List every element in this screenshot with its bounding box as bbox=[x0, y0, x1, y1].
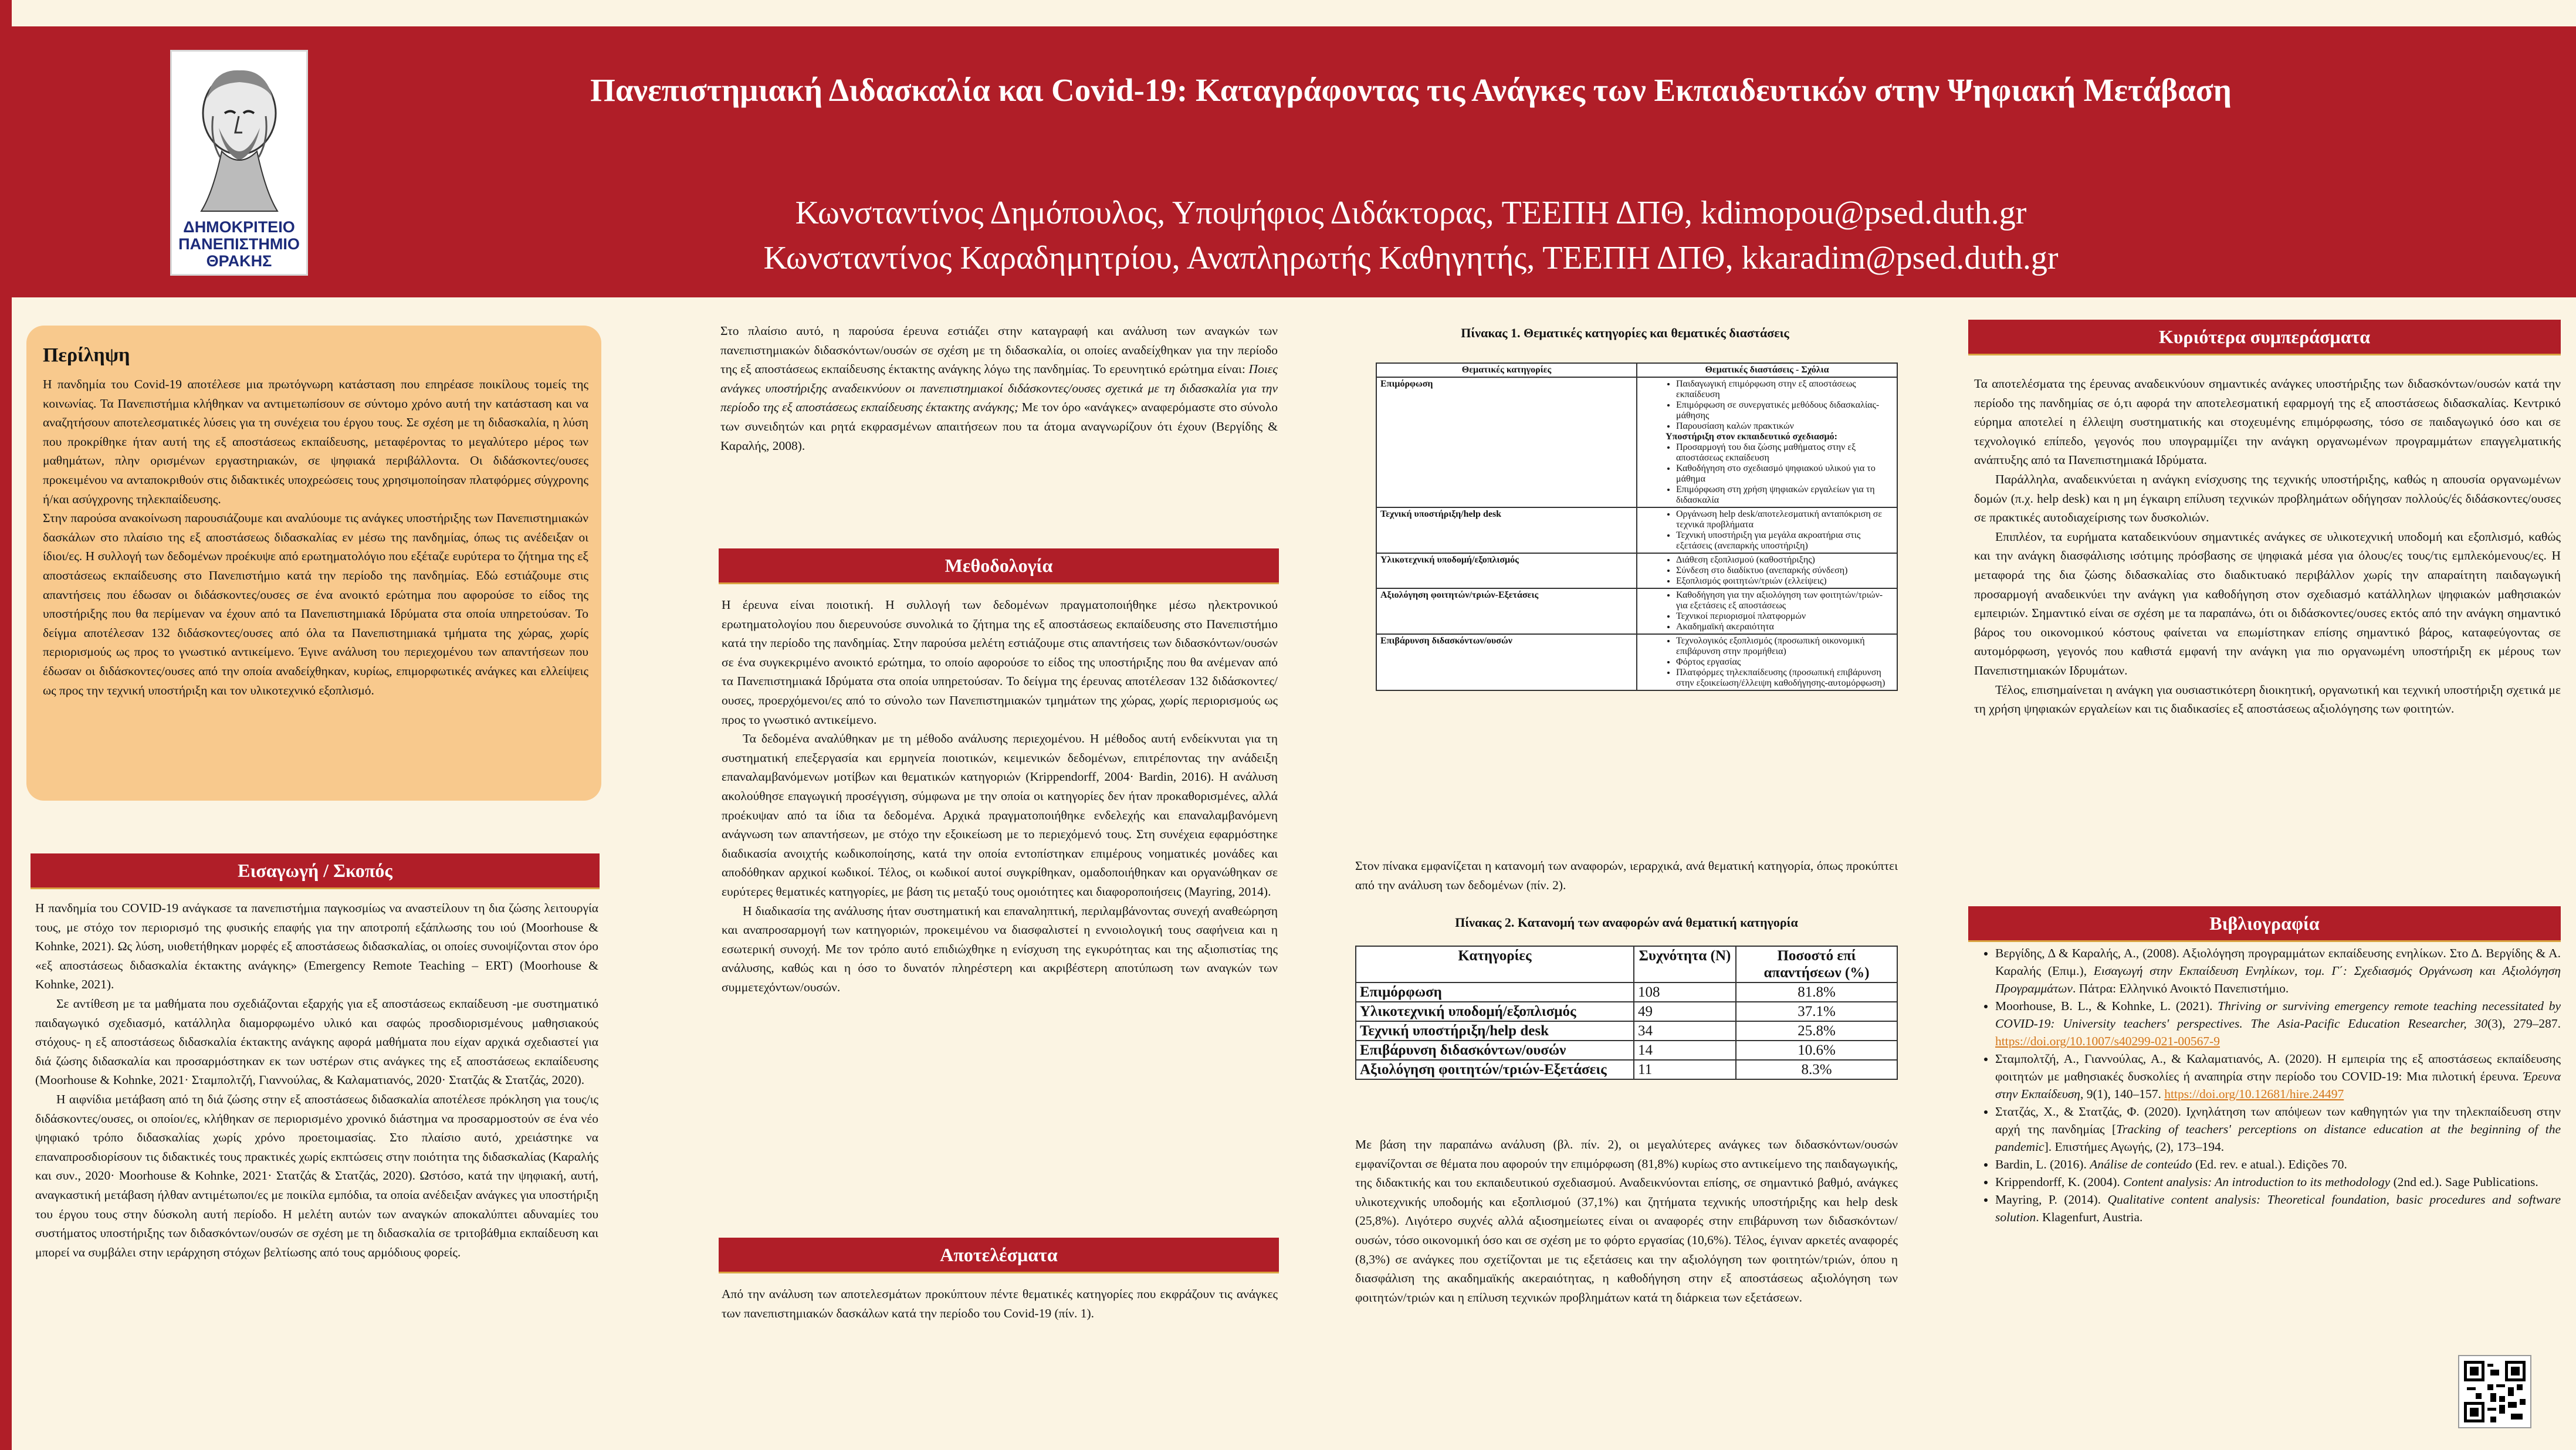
table2-header-percent: Ποσοστό επί απαντήσεων (%) bbox=[1736, 946, 1897, 983]
research-question: Ποιες ανάγκες υποστήριξης αναδεικνύουν οι πανεπιστημιακοί διδάσκοντες/ουσες σχετικά με τη διδασκαλία για την περίοδο της εξ αποστάσεως εκπαίδευσης έκτακτης ανάγκης; bbox=[720, 362, 1278, 415]
table2-caption: Πίνακας 2. Κατανομή των αναφορών ανά θεματική κατηγορία bbox=[1455, 915, 1798, 930]
table2-cell-frequency: 11 bbox=[1634, 1060, 1736, 1079]
author-2: Κωνσταντίνος Καραδημητρίου, Αναπληρωτής Καθηγητής, ΤΕΕΠΗ ΔΠΘ, kkaradim@psed.duth.gr bbox=[763, 240, 2059, 276]
table2-cell-percent: 10.6% bbox=[1736, 1041, 1897, 1060]
table2-header-frequency: Συχνότητα (N) bbox=[1634, 946, 1736, 983]
table2 bbox=[1355, 946, 1898, 1080]
table1-subhead: Υποστήριξη στον εκπαιδευτικό σχεδιασμό: bbox=[1666, 432, 1837, 442]
table1-category: Επιμόρφωση bbox=[1376, 377, 1637, 507]
table1-dimensions bbox=[1637, 553, 1897, 588]
list-item: • Σύνδεση στο διαδίκτυο (ανεπαρκής σύνδεση) bbox=[1676, 565, 1893, 576]
list-item: • Πλατφόρμες τηλεκπαίδευσης (προσωπική επιβάρυνση στην εξοικείωση/έλλειψη καθοδήγησης-αυτομόρφωση) bbox=[1676, 668, 1893, 689]
reference-text: Βεργίδης, Δ & Καραλής, Α., (2008). Αξιολόγηση προγραμμάτων εκπαίδευσης ενηλίκων. Στο Δ. Βεργίδης & Α. Καραλής (Επιμ.), bbox=[1995, 946, 2561, 978]
list-item: • Φόρτος εργασίας bbox=[1676, 657, 1893, 668]
philosopher-bust-logo-icon bbox=[178, 57, 301, 216]
reference-item bbox=[1995, 944, 2561, 997]
reference-text: (Ed. rev. e atual.). Edições 70. bbox=[2192, 1157, 2347, 1171]
reference-text: Moorhouse, B. L., & Kohnke, L. (2021). bbox=[1995, 999, 2218, 1013]
table-row bbox=[1376, 507, 1897, 553]
list-item: • Επιμόρφωση στη χρήση ψηφιακών εργαλείων για τη διδασκαλία bbox=[1676, 485, 1893, 506]
table1-category: Υλικοτεχνική υποδομή/εξοπλισμός bbox=[1376, 553, 1637, 588]
table-row bbox=[1376, 588, 1897, 634]
reference-italic: Content analysis: An introduction to its methodology bbox=[2123, 1175, 2391, 1189]
abstract-paragraph-2: Στην παρούσα ανακοίνωση παρουσιάζουμε και αναλύουμε τις ανάγκες υποστήριξης των Πανεπιστημιακών δασκάλων στο πλαίσιο της εξ αποστάσεως διδασκαλίας εν μέσω της πανδημίας, όπως τις ανέδειξαν οι ίδιοι/ες. Η συλλογή των δεδομένων προέκυψε από ερωτηματολόγιο που εξέταζε ευρύτερα το ζήτημα της εξ αποστάσεως εκπαίδευσης στο Πανεπιστήμιο κατά την περίοδο της πανδημίας. Εδώ εστιάζουμε στις απαντήσεις που έδωσαν οι διδάσκοντες/ουσες σε ένα ανοικτό ερώτημα που αφορούσε το είδος της υποστήριξης που θα περίμεναν να έχουν από τα Πανεπιστημιακά Ιδρύματα στα οποία υπηρετούσαν. Το δείγμα αποτέλεσαν 132 διδάσκοντες/ουσες από όλα τα Πανεπιστημιακά τμήματα της χώρας, χωρίς περιορισμούς ως προς το γνωστικό αντικείμενο. Έγινε ανάλυση του περιεχομένου των απαντήσεων που έδωσαν οι διδάσκοντες/ουσες από την οποία αναδείχθηκαν, κυρίως, επιμορφωτικές ανάγκες και ελλείψεις ως προς την τεχνική υποστήριξη και τον υλικοτεχνικό εξοπλισμό. bbox=[43, 511, 588, 697]
table1-dimensions bbox=[1637, 507, 1897, 553]
reference-italic: Έρευνα στην Εκπαίδευση bbox=[1995, 1069, 2561, 1101]
table-row bbox=[1356, 1002, 1897, 1021]
intro-continued bbox=[720, 321, 1278, 455]
reference-item bbox=[1995, 1103, 2561, 1156]
table2-cell-frequency: 14 bbox=[1634, 1041, 1736, 1060]
conclusions-paragraph-1: Τα αποτελέσματα της έρευνας αναδεικνύουν σημαντικές ανάγκες υποστήριξης των διδασκόντων/ουσών κατά την περίοδο της πανδημίας σε ό,τι αφορά την αποτελεσματική εφαρμογή της εξ αποστάσεως διδασκαλίας. Κεντρικό εύρημα αποτελεί η έλλειψη συστηματικής και στοχευμένης επιμόρφωσης, τόσο σε παιδαγωγικό όσο και σε τεχνολογικό επίπεδο, γεγονός που υπογραμμίζει την ανάγκη οργανωμένων προγραμμάτων επαγγελματικής ανάπτυξης από τα Πανεπιστημιακά Ιδρύματα. bbox=[1974, 377, 2561, 467]
table2-cell-category: Επιβάρυνση διδασκόντων/ουσών bbox=[1356, 1041, 1634, 1060]
list-item: • Καθοδήγηση στο σχεδιασμό ψηφιακού υλικού για το μάθημα bbox=[1676, 463, 1893, 485]
list-item: • Εξοπλισμός φοιτητών/τριών (ελλείψεις) bbox=[1676, 576, 1893, 587]
table1-caption: Πίνακας 1. Θεματικές κατηγορίες και θεματικές διαστάσεις bbox=[1461, 326, 1789, 340]
table-row bbox=[1356, 1060, 1897, 1079]
table2-cell-percent: 25.8% bbox=[1736, 1021, 1897, 1041]
table2-cell-frequency: 34 bbox=[1634, 1021, 1736, 1041]
results-header: Αποτελέσματα bbox=[719, 1238, 1279, 1273]
reference-text: Bardin, L. (2016). bbox=[1995, 1157, 2090, 1171]
list-item: • Διάθεση εξοπλισμού (καθοστήριξης) bbox=[1676, 555, 1893, 565]
intro-cont-text-1: Στο πλαίσιο αυτό, η παρούσα έρευνα εστιάζει στην καταγραφή και ανάλυση των αναγκών των πανεπιστημιακών διδασκόντων/ουσών σε σχέση με τη διδασκαλία, οι οποίες αναδείχθηκαν για την περίοδο της εξ αποστάσεως εκπαίδευσης έκτακτης ανάγκης λόγω της πανδημίας. Το ερευνητικό ερώτημα είναι: bbox=[720, 324, 1278, 377]
conclusions-paragraph-3: Επιπλέον, τα ευρήματα καταδεικνύουν σημαντικές ανάγκες σε υλικοτεχνική υποδομή και εξοπλισμό, καθώς και την ανάγκη διασφάλισης ισότιμης πρόσβασης σε ψηφιακά μέσα για όλους/ες τους/τις εμπλεκόμενους/ες. Η μεταφορά της δια ζώσης διδασκαλίας στο διαδικτυακό περιβάλλον χωρίς την απαραίτητη παιδαγωγική προσαρμογή αναδεικνύει την ανάγκη για καθοδήγηση στον σχεδιασμό κατάλληλων ψηφιακών μαθησιακών εμπειριών. Σημαντικό είναι σε σχέση με τα παραπάνω, ότι οι διδάσκοντες/ουσες εκτός από την ανάγκη σημαντικό βάρος του οικονομικού κόστους φαίνεται να επωμίστηκαν επίσης σημαντικό βάρος, καταφεύγοντας σε αυτομόρφωση, γεγονός που καθιστά εμφανή την ανάγκη για πιο οργανωμένη υποστήριξη εκ μέρους των Πανεπιστημιακών Ιδρυμάτων. bbox=[1974, 529, 2561, 677]
table1-header-dimensions: Θεματικές διαστάσεις - Σχόλια bbox=[1637, 363, 1897, 377]
logo-line-1: ΔΗΜΟΚΡΙΤΕΙΟ bbox=[183, 218, 295, 236]
reference-text: . Klagenfurt, Austria. bbox=[2036, 1210, 2143, 1224]
table1-category: Επιβάρυνση διδασκόντων/ουσών bbox=[1376, 634, 1637, 690]
university-logo bbox=[170, 50, 308, 276]
list-item: • Παρουσίαση καλών πρακτικών bbox=[1676, 421, 1893, 432]
table2-cell-frequency: 49 bbox=[1634, 1002, 1736, 1021]
reference-italic: Εισαγωγή στην Εκπαίδευση Ενηλίκων, τομ. Γ΄: Σχεδιασμός Οργάνωση και Αξιολόγηση Προγραμμάτων bbox=[1995, 964, 2561, 995]
table1-dimensions bbox=[1637, 588, 1897, 634]
reference-text: Σταμπολτζή, Α., Γιαννούλας, Α., & Καλαματιανός, Α. (2020). Η εμπειρία της εξ αποστάσεως εκπαίδευσης φοιτητών με μαθησιακές δυσκολίες ή αναπηρία στην περίοδο του COVID-19: Μια πιλοτική έρευνα. bbox=[1995, 1052, 2561, 1083]
list-item: • Τεχνικοί περιορισμοί πλατφορμών bbox=[1676, 611, 1893, 622]
reference-text: , 9(1), 140–157. bbox=[2080, 1087, 2165, 1101]
logo-text bbox=[172, 219, 306, 270]
results-paragraph-1: Από την ανάλυση των αποτελεσμάτων προκύπτουν πέντε θεματικές κατηγορίες που εκφράζουν τις ανάγκες των πανεπιστημιακών δασκάλων κατά την περίοδο του Covid-19 (πίν. 1). bbox=[722, 1287, 1278, 1320]
conclusions-paragraph-2: Παράλληλα, αναδεικνύεται η ανάγκη ενίσχυσης της τεχνικής υποστήριξης, καθώς η απουσία οργανωμένων δομών (π.χ. help desk) και η μη έγκαιρη επίλυση τεχνικών προβλημάτων οδήγησαν πολλούς/ές διδάσκοντες/ουσες σε πρακτικές αυτοδιαχείρισης των δυσκολιών. bbox=[1974, 472, 2561, 525]
list-item: • Καθοδήγηση για την αξιολόγηση των φοιτητών/τριών-για εξετάσεις εξ αποστάσεως bbox=[1676, 590, 1893, 611]
table-row bbox=[1356, 1021, 1897, 1041]
list-item: • Οργάνωση help desk/αποτελεσματική ανταπόκριση σε τεχνικά προβλήματα bbox=[1676, 509, 1893, 530]
list-item: • Παιδαγωγική επιμόρφωση στην εξ αποστάσεως εκπαίδευση bbox=[1676, 379, 1893, 400]
table-row bbox=[1376, 553, 1897, 588]
table2-header-category: Κατηγορίες bbox=[1356, 946, 1634, 983]
references-body bbox=[1974, 944, 2561, 1226]
intro-header: Εισαγωγή / Σκοπός bbox=[31, 853, 600, 889]
reference-item bbox=[1995, 1156, 2561, 1173]
table2-analysis-block bbox=[1355, 1135, 1898, 1307]
reference-text: (3), 279–287. bbox=[2487, 1017, 2561, 1031]
list-item: • Τεχνική υποστήριξη για μεγάλα ακροατήρια στις εξετάσεις (ανεπαρκής υποστήριξη) bbox=[1676, 530, 1893, 551]
table-row bbox=[1376, 634, 1897, 690]
logo-line-2: ΠΑΝΕΠΙΣΤΗΜΙΟ bbox=[178, 235, 300, 253]
list-item: • Προσαρμογή του δια ζώσης μαθήματος στην εξ αποστάσεως εκπαίδευση bbox=[1676, 442, 1893, 463]
references-list bbox=[1974, 944, 2561, 1226]
table-row bbox=[1356, 983, 1897, 1002]
reference-text: Krippendorff, K. (2004). bbox=[1995, 1175, 2124, 1189]
reference-doi-link[interactable]: https://doi.org/10.12681/hire.24497 bbox=[2164, 1087, 2344, 1101]
reference-text: . Πάτρα: Ελληνικό Ανοικτό Πανεπιστήμιο. bbox=[2072, 981, 2289, 995]
intro-cont-text-2: Με τον όρο «ανάγκες» αναφερόμαστε στο σύνολο των συνειδητών και ρητά εκφρασμένων απαιτήσεων που τα άτομα αναγνωρίζουν ότι έχουν (Βεργίδης & Καραλής, 2008). bbox=[720, 400, 1278, 453]
intro-body bbox=[35, 899, 598, 1262]
table1-category: Αξιολόγηση φοιτητών/τριών-Εξετάσεις bbox=[1376, 588, 1637, 634]
table2-cell-category: Αξιολόγηση φοιτητών/τριών-Εξετάσεις bbox=[1356, 1060, 1634, 1079]
references-header: Βιβλιογραφία bbox=[1968, 906, 2561, 942]
poster-header bbox=[12, 26, 2576, 297]
reference-doi-link[interactable]: https://doi.org/10.1007/s40299-021-00567-9 bbox=[1995, 1034, 2220, 1048]
intro-paragraph-1: Η πανδημία του COVID-19 ανάγκασε τα πανεπιστήμια παγκοσμίως να αναστείλουν τη δια ζώσης λειτουργία τους, με στόχο τον περιορισμό της φυσικής επαφής για την αποτροπή εξάπλωσης του ιού (Moorhouse & Kohnke, 2021). Ως λύση, υιοθετήθηκαν μορφές εξ αποστάσεως διδασκαλίας, οι οποίες συνοψίζονται στον όρο «εξ αποστάσεως διδασκαλία έκτακτης ανάγκης» (Emergency Remote Teaching – ERT) (Moorhouse & Kohnke, 2021). bbox=[35, 901, 598, 992]
reference-italic: Thriving or surviving emergency remote teaching necessitated by COVID-19: University teachers' perspectives. The Asia-Pacific Education Researcher, 30 bbox=[1995, 999, 2561, 1031]
intro-paragraph-3: Η αιφνίδια μετάβαση από τη διά ζώσης στην εξ αποστάσεως διδασκαλία αποτέλεσε πρόκληση για τους/ις διδάσκοντες/ουσες, οι οποίοι/ες, κλήθηκαν σε περιορισμένο χρονικό διάστημα να προσαρμοστούν σε ένα νέο ψηφιακό τρόπο διδασκαλίας χωρίς χρόνο προετοιμασίας. Στο πλαίσιο αυτό, χρειάστηκε να επαναπροσδιορίσουν τις διδακτικές τους πρακτικές χωρίς εκπτώσεις στην ποιότητα της διδασκαλίας (Καραλής και συν., 2020· Moorhouse & Kohnke, 2021· Στατζάς & Στατζάς, 2020). Ωστόσο, κατά την ψηφιακή, αυτή, αναγκαστική μετάβαση ήλθαν αντιμέτωποι/ες με ποικίλα εμπόδια, τα οποία ανέδειξαν ανάγκες για υποστήριξη του έργου τους στην δύσκολη αυτή περίοδο. Η μελέτη αυτών των αναγκών αποκαλύπτει αδυναμίες του συστήματος υποστήριξης των διδασκόντων/ουσών σε σχέση με τη διδασκαλία σε τριτοβάθμια εκπαίδευση και μπορεί να συμβάλει στην ιεράρχηση στόχων βελτίωσης από τους αρμόδιους φορείς. bbox=[35, 1092, 598, 1259]
intro-paragraph-2: Σε αντίθεση με τα μαθήματα που σχεδιάζονται εξαρχής για εξ αποστάσεως εκπαίδευση -με συστηματικό παιδαγωγικό σχεδιασμό, κατάλληλα διαμορφωμένο υλικό και σαφώς προσδιορισμένους μαθησιακούς στόχους- η εξ αποστάσεως διδασκαλία έκτακτης ανάγκης αφορά μαθήματα που είχαν αρχικά σχεδιαστεί για διά ζώσης διδασκαλία και προσαρμόστηκαν εκ των υστέρων στις ανάγκες της εξ αποστάσεως εκπαίδευσης (Moorhouse & Kohnke, 2021· Σταμπολτζή, Γιαννούλας, & Καλαματιανός, 2020· Στατζάς & Στατζάς, 2020). bbox=[35, 996, 598, 1088]
table1-note-block bbox=[1355, 856, 1898, 895]
table1-category: Τεχνική υποστήριξη/help desk bbox=[1376, 507, 1637, 553]
table1-dimensions bbox=[1637, 634, 1897, 690]
reference-italic: Qualitative content analysis: Theoretical foundation, basic procedures and software solution bbox=[1995, 1192, 2561, 1224]
table2-cell-category: Επιμόρφωση bbox=[1356, 983, 1634, 1002]
conclusions-body bbox=[1974, 374, 2561, 719]
reference-text: Στατζάς, Χ., & Στατζάς, Φ. (2020). Ιχνηλάτηση των απόψεων των καθηγητών για την τηλεκπαίδευση στην αρχή της πανδημίας [ bbox=[1995, 1105, 2561, 1136]
table1-dimensions bbox=[1637, 377, 1897, 507]
methodology-paragraph-2: Τα δεδομένα αναλύθηκαν με τη μέθοδο ανάλυσης περιεχομένου. Η μέθοδος αυτή ενδείκνυται για τη συστηματική επεξεργασία και ερμηνεία ποιοτικών, κειμενικών δεδομένων, επιτρέποντας την ανάδειξη επαναλαμβανόμενων μοτίβων και θεματικών κατηγοριών (Krippendorff, 2004· Bardin, 2016). Η ανάλυση ακολούθησε επαγωγική προσέγγιση, σύμφωνα με την οποία οι κατηγορίες δεν ήταν προκαθορισμένες, αλλά προέκυψαν από τα ίδια τα δεδομένα. Αρχικά πραγματοποιήθηκε ενδελεχής και επαναλαμβανόμενη ανάγνωση των απαντήσεων, με στόχο την εξοικείωση με το περιεχόμενό τους. Στη συνέχεια εφαρμόστηκε διαδικασία ανοιχτής κωδικοποίησης, κατά την οποία εντοπίστηκαν επιμέρους νοηματικές μονάδες και αποδόθηκαν αρχικοί κωδικοί. Τέλος, οι κωδικοί αυτοί συγκρίθηκαν, ομαδοποιήθηκαν και οργανώθηκαν σε ευρύτερες θεματικές κατηγορίες, με βάση τις μεταξύ τους ομοιότητες και διαφοροποιήσεις (Mayring, 2014). bbox=[722, 731, 1278, 899]
results-body bbox=[722, 1285, 1278, 1323]
table1-header-category: Θεματικές κατηγορίες bbox=[1376, 363, 1637, 377]
table2-analysis: Με βάση την παραπάνω ανάλυση (βλ. πίν. 2), οι μεγαλύτερες ανάγκες των διδασκόντων/ουσών εμφανίζονται σε θέματα που αφορούν την επιμόρφωση (81,8%) κυρίως στο αντικείμενο της παιδαγωγικής, της διδακτικής και του εκπαιδευτικού σχεδιασμού. Αναδεικνύονται επίσης, σε σημαντικό βαθμό, ανάγκες υλικοτεχνικής υποδομής και εξοπλισμού (37,1%) και ζητήματα τεχνικής υποστήριξης και help desk (25,8%). Λιγότερο συχνές αλλά αξιοσημείωτες είναι οι αναφορές στην επιβάρυνση των διδασκόντων/ουσών, τόσο οικονομική όσο και σε σχέση με το φόρτο εργασίας (10,6%). Τέλος, έγιναν αρκετές αναφορές (8,3%) σε ανάγκες που σχετίζονται με τις εξετάσεις και την αξιολόγηση των φοιτητών/τριών, όπου η διασφάλιση της ακαδημαϊκής ακεραιότητας, η καθοδήγηση στην εξ αποστάσεως αξιολόγηση των φοιτητών/τριών και η επίλυση τεχνικών προβλημάτων κατά τη διάρκεια των εξετάσεων. bbox=[1355, 1137, 1898, 1305]
list-item: • Επιμόρφωση σε συνεργατικές μεθόδους διδασκαλίας-μάθησης bbox=[1676, 400, 1893, 421]
list-item: • Τεχνολογικός εξοπλισμός (προσωπική οικονομική επιβάρυνση στην προμήθεια) bbox=[1676, 636, 1893, 657]
table1 bbox=[1376, 362, 1898, 691]
table2-cell-percent: 81.8% bbox=[1736, 983, 1897, 1002]
list-item: • Ακαδημαϊκή ακεραιότητα bbox=[1676, 622, 1893, 632]
conclusions-header: Κυριότερα συμπεράσματα bbox=[1968, 320, 2561, 355]
abstract-box bbox=[26, 326, 601, 801]
methodology-header: Μεθοδολογία bbox=[719, 548, 1279, 584]
methodology-body bbox=[722, 595, 1278, 997]
reference-text: ]. Επιστήμες Αγωγής, (2), 173–194. bbox=[2044, 1140, 2225, 1154]
table1-note: Στον πίνακα εμφανίζεται η κατανομή των αναφορών, ιεραρχικά, ανά θεματική κατηγορία, όπως προκύπτει από την ανάλυση των δεδομένων (πίν. 2). bbox=[1355, 859, 1898, 892]
table2-cell-percent: 37.1% bbox=[1736, 1002, 1897, 1021]
table2-cell-category: Τεχνική υποστήριξη/help desk bbox=[1356, 1021, 1634, 1041]
reference-item bbox=[1995, 997, 2561, 1050]
reference-text: Mayring, P. (2014). bbox=[1995, 1192, 2108, 1207]
reference-item bbox=[1995, 1050, 2561, 1103]
qr-code-icon bbox=[2464, 1361, 2526, 1422]
table2-cell-percent: 8.3% bbox=[1736, 1060, 1897, 1079]
reference-text: (2nd ed.). Sage Publications. bbox=[2390, 1175, 2538, 1189]
table-row bbox=[1376, 377, 1897, 507]
abstract-paragraph-1: Η πανδημία του Covid-19 αποτέλεσε μια πρωτόγνωρη κατάσταση που επηρέασε ποικίλους τομείς της κοινωνίας. Τα Πανεπιστήμια κλήθηκαν να αντιμετωπίσουν σε σύντομο χρόνο αυτή την κατάσταση και να αναζητήσουν αποτελεσματικές λύσεις για τη συνέχεια του έργου τους. Σε σχέση με τη διδασκαλία, η λύση που προκρίθηκε ήταν αυτή της εξ αποστάσεως εκπαίδευσης, μεταφέροντας το μεγαλύτερο μέρος των μαθημάτων, πλην ορισμένων εργαστηριακών, σε ψηφιακά περιβάλλοντα. Οι διδάσκοντες/ουσες προκειμένου να ανταποκριθούν στις διδακτικές υποχρεώσεις τους χρησιμοποίησαν πλατφόρμες σύγχρονης ή/και ασύγχρονης τηλεκπαίδευσης. bbox=[43, 377, 588, 506]
table1-header-row bbox=[1376, 363, 1897, 377]
research-question-paragraph bbox=[720, 321, 1278, 455]
reference-item bbox=[1995, 1173, 2561, 1191]
abstract-title: Περίληψη bbox=[43, 344, 130, 366]
reference-italic: Análise de conteúdo bbox=[2090, 1157, 2192, 1171]
left-border bbox=[0, 0, 12, 1450]
reference-italic: Tracking of teachers' perceptions on distance education at the beginning of the pandemic bbox=[1995, 1122, 2561, 1154]
poster-title: Πανεπιστημιακή Διδασκαλία και Covid-19: Καταγράφοντας τις Ανάγκες των Εκπαιδευτικών στην Ψηφιακή Μετάβαση bbox=[590, 72, 2232, 108]
table2-header-row bbox=[1356, 946, 1897, 983]
table2-cell-category: Υλικοτεχνική υποδομή/εξοπλισμός bbox=[1356, 1002, 1634, 1021]
logo-line-3: ΘΡΑΚΗΣ bbox=[206, 252, 272, 270]
reference-item bbox=[1995, 1191, 2561, 1226]
conclusions-paragraph-4: Τέλος, επισημαίνεται η ανάγκη για ουσιαστικότερη διοικητική, οργανωτική και τεχνική υποστήριξη σχετικά με τη χρήση ψηφιακών εργαλείων και τις διαδικασίες εξ αποστάσεως αξιολόγησης των φοιτητών. bbox=[1974, 682, 2561, 716]
methodology-paragraph-1: Η έρευνα είναι ποιοτική. Η συλλογή των δεδομένων πραγματοποιήθηκε μέσω ηλεκτρονικού ερωτηματολογίου που διερευνούσε συνολικά το ζήτημα της εξ αποστάσεως εκπαίδευσης στο Πανεπιστήμιο κατά την περίοδο της πανδημίας. Στην παρούσα μελέτη εστιάζουμε στις απαντήσεις των διδασκόντων/ουσών σε ένα συγκεκριμένο ανοικτό ερώτημα, το οποίο αφορούσε το είδος της υποστήριξης που θα ανέμεναν από τα Πανεπιστημιακά Ιδρύματα στα οποία υπηρετούσαν. Το δείγμα της έρευνας αποτέλεσαν 132 διδάσκοντες/ουσες, προερχόμενοι/ες από το σύνολο των Πανεπιστημιακών τμημάτων της χώρας, χωρίς περιορισμούς ως προς το γνωστικό αντικείμενο. bbox=[722, 598, 1278, 727]
table-row bbox=[1356, 1041, 1897, 1060]
qr-code[interactable] bbox=[2458, 1355, 2531, 1428]
table2-cell-frequency: 108 bbox=[1634, 983, 1736, 1002]
author-1: Κωνσταντίνος Δημόπουλος, Υποψήφιος Διδάκτορας, ΤΕΕΠΗ ΔΠΘ, kdimopou@psed.duth.gr bbox=[795, 195, 2027, 231]
methodology-paragraph-3: Η διαδικασία της ανάλυσης ήταν συστηματική και επαναληπτική, περιλαμβάνοντας συνεχή αναθεώρηση και αναπροσαρμογή των κατηγοριών, προκειμένου να διασφαλιστεί η εννοιολογική τους σαφήνεια και η εσωτερική συνοχή. Με τον τρόπο αυτό επιδιώχθηκε η ενίσχυση της εγκυρότητας και της αξιοπιστίας της ανάλυσης, καθώς και η όσο το δυνατόν πληρέστερη και ακριβέστερη αποτύπωση των αναγκών των συμμετεχόντων/ουσών. bbox=[722, 903, 1278, 994]
